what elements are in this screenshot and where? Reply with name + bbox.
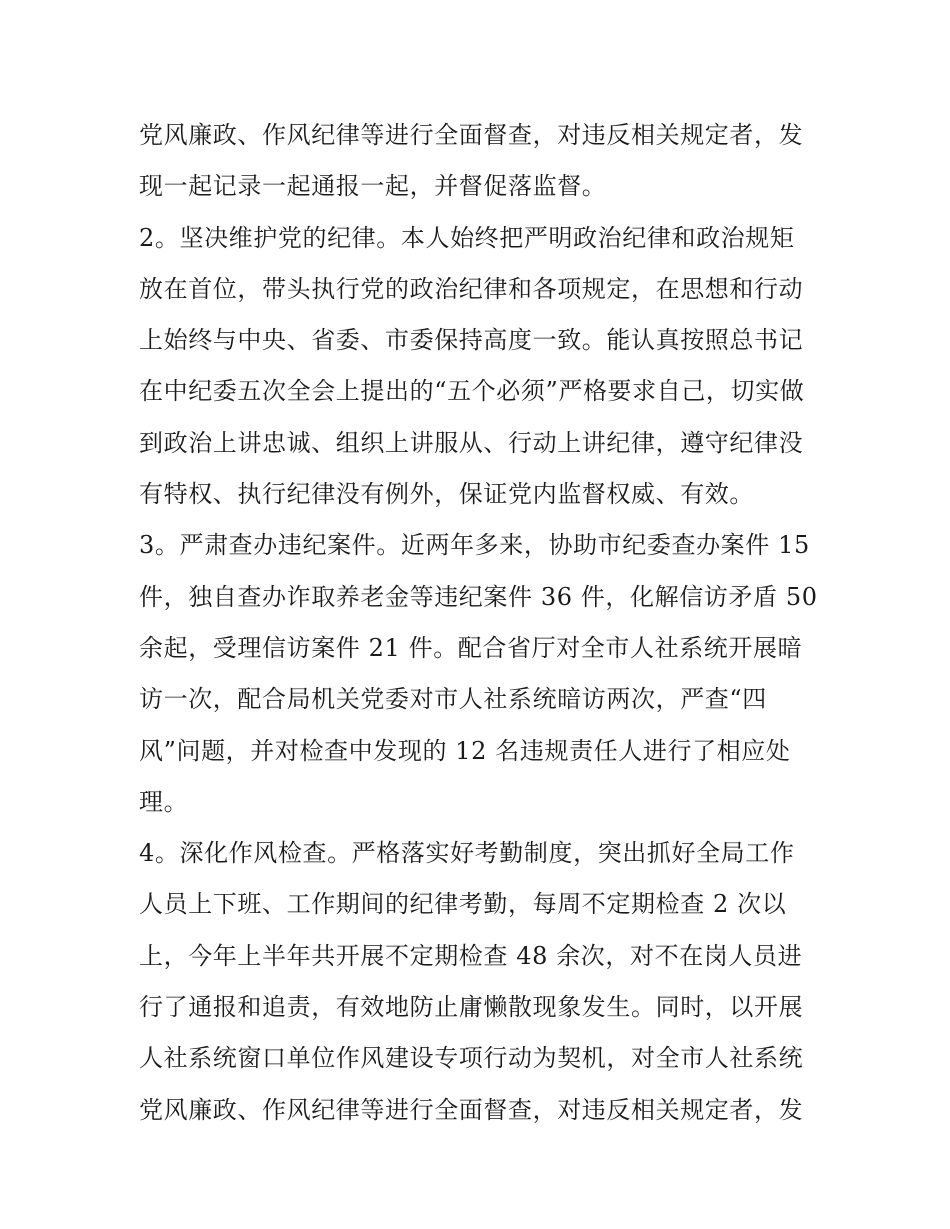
text-line: 放在首位，带头执行党的政治纪律和各项规定，在思想和行动 (139, 274, 804, 303)
text-line: 余起，受理信访案件 21 件。配合省厅对全市人社系统开展暗 (139, 633, 803, 662)
text-line: 有特权、执行纪律没有例外，保证党内监督权威、有效。 (139, 480, 754, 509)
text-line: 现一起记录一起通报一起，并督促落监督。 (139, 172, 607, 201)
text-line: 访一次，配合局机关党委对市人社系统暗访两次，严查“四 (139, 685, 767, 714)
text-line: 在中纪委五次全会上提出的“五个必须”严格要求自己，切实做 (139, 377, 805, 406)
text-line: 上，今年上半年共开展不定期检查 48 余次，对不在岗人员进 (139, 941, 803, 970)
text-line: 2。坚决维护党的纪律。本人始终把严明政治纪律和政治规矩 (139, 223, 795, 252)
text-line: 人员上下班、工作期间的纪律考勤，每周不定期检查 2 次以 (139, 890, 787, 919)
text-line: 件，独自查办诈取养老金等违纪案件 36 件，化解信访矛盾 50 (139, 582, 818, 611)
text-line: 理。 (139, 787, 189, 816)
body-text (139, 110, 819, 1136)
text-line: 上始终与中央、省委、市委保持高度一致。能认真按照总书记 (139, 326, 804, 355)
text-line: 到政治上讲忠诚、组织上讲服从、行动上讲纪律，遵守纪律没 (139, 428, 804, 457)
text-line: 3。严肃查办违纪案件。近两年多来，协助市纪委查办案件 15 (139, 531, 810, 560)
text-line: 人社系统窗口单位作风建设专项行动为契机，对全市人社系统 (139, 1044, 804, 1073)
text-line: 行了通报和追责，有效地防止庸懒散现象发生。同时，以开展 (139, 993, 804, 1022)
text-line: 党风廉政、作风纪律等进行全面督查，对违反相关规定者，发 (139, 1095, 804, 1124)
text-line: 风”问题，并对检查中发现的 12 名违规责任人进行了相应处 (139, 736, 791, 765)
text-line: 党风廉政、作风纪律等进行全面督查，对违反相关规定者，发 (139, 121, 804, 149)
text-line: 4。深化作风检查。严格落实好考勤制度，突出抓好全局工作 (139, 839, 795, 868)
